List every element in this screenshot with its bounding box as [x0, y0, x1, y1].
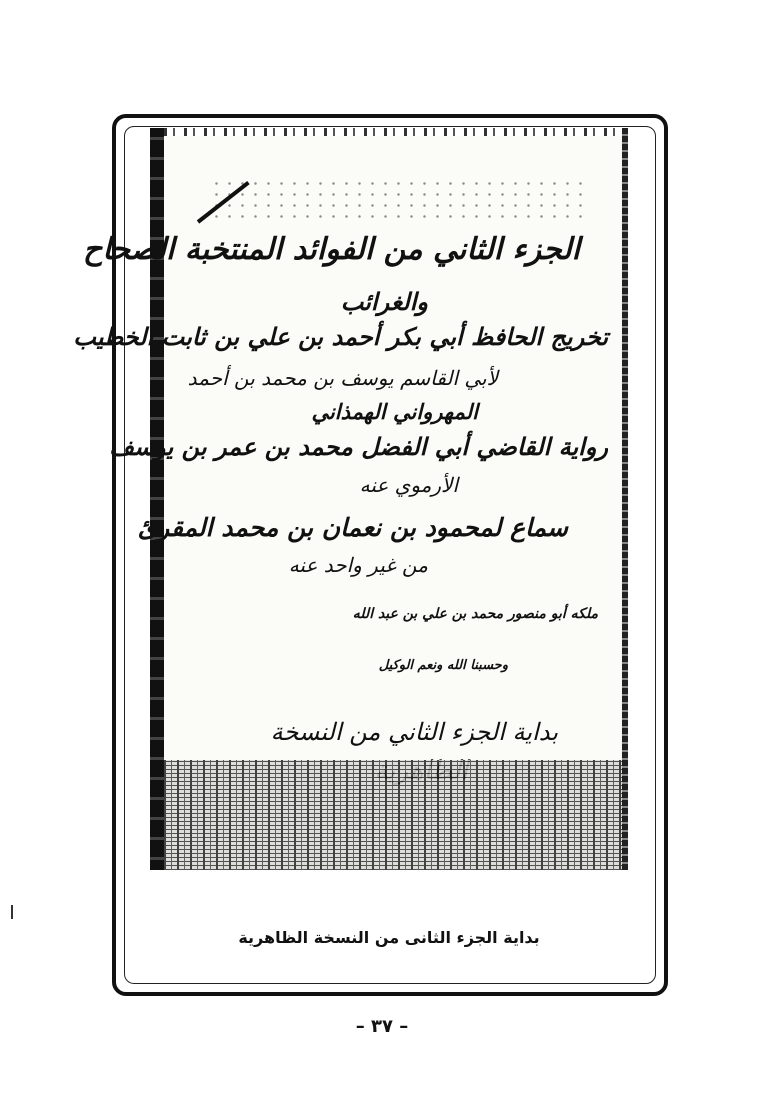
manuscript-image — [73, 128, 628, 870]
manuscript-line: والغرائب — [340, 288, 428, 316]
ownership-note: وحسبنا الله ونعم الوكيل — [378, 658, 508, 673]
manuscript-line: من غير واحد عنه — [288, 553, 428, 577]
manuscript-line: المهرواني الهمذاني — [311, 400, 478, 424]
margin-tick-mark — [11, 905, 13, 919]
page-number: – ٣٧ – — [355, 1016, 409, 1037]
manuscript-top-edge — [164, 128, 622, 136]
ownership-note: ملكه أبو منصور محمد بن علي بن عبد الله — [352, 606, 598, 622]
manuscript-line: سماع لمحمود بن نعمان بن محمد المقرئ — [137, 513, 568, 542]
manuscript-right-edge — [622, 128, 628, 870]
manuscript-line: تخريج الحافظ أبي بكر أحمد بن علي بن ثابت الخطيب — [73, 323, 608, 351]
manuscript-damaged-area — [164, 760, 622, 870]
manuscript-line: الأرموي عنه — [359, 473, 458, 497]
manuscript-speckle — [210, 178, 590, 218]
manuscript-title-line: الجزء الثاني من الفوائد المنتخبة الصحاح — [82, 232, 580, 267]
manuscript-line: لأبي القاسم يوسف بن محمد بن أحمد — [187, 366, 498, 390]
manuscript-line: رواية القاضي أبي الفضل محمد بن عمر بن يوسف — [109, 433, 608, 461]
handwritten-annotation: بداية الجزء الثاني من النسخة — [270, 718, 558, 746]
figure-caption: بداية الجزء الثانى من النسخة الظاهرية — [238, 928, 540, 947]
